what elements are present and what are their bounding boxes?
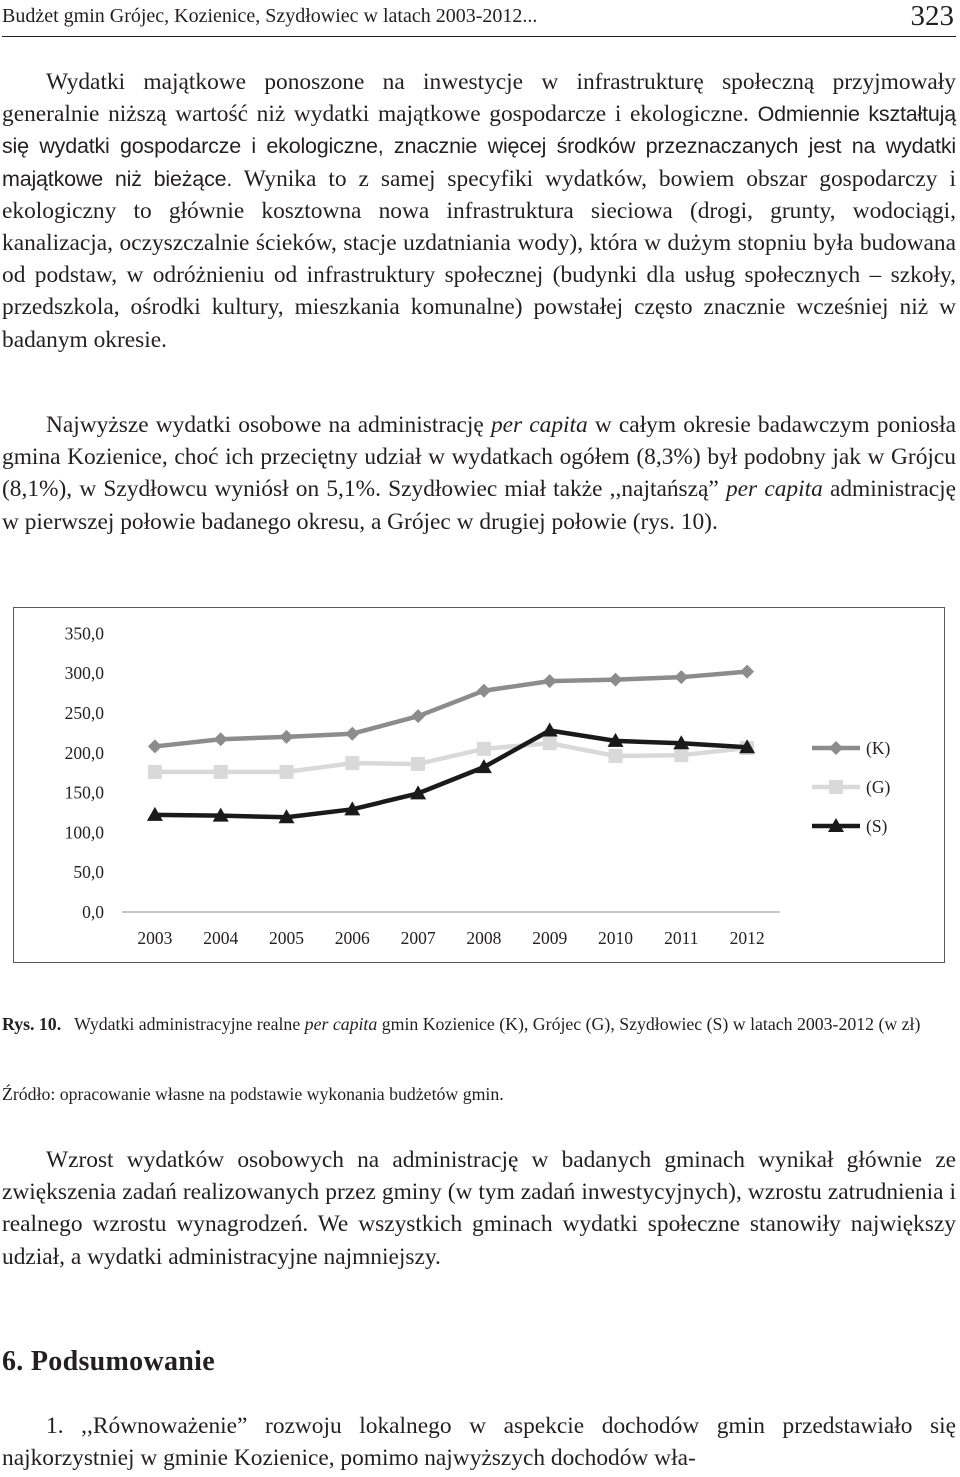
caption-text-b: gmin Kozienice (K), Grójec (G), Szydłowiec (S) w latach 2003-2012 (w zł) [381,1014,921,1034]
x-tick-label: 2012 [729,928,765,948]
legend-marker [829,780,843,794]
x-tick-label: 2004 [203,928,239,948]
data-point [477,684,491,698]
x-tick-label: 2011 [664,928,699,948]
data-point [148,739,162,753]
paragraph-2-a: Najwyższe wydatki osobowe na administrację [46,412,484,438]
legend-marker [829,741,843,755]
y-tick-label: 100,0 [64,822,104,843]
data-point [477,742,491,756]
figure-10-chart [13,607,945,963]
page-number: 323 [910,0,954,32]
y-tick-label: 350,0 [64,623,104,644]
x-tick-label: 2008 [466,928,502,948]
paragraph-4 [2,1410,956,1474]
line-chart [14,608,944,962]
paragraph-1-sans: Odmiennie kształtują się wydatki gospodarcze i ekologiczne, znacznie więcej środków przeznaczanych jest na wydatki majątkowe niż bieżące. [2,102,956,191]
data-point [280,765,294,779]
x-tick-label: 2010 [598,928,633,948]
y-tick-label: 250,0 [64,703,104,723]
data-point [345,727,359,741]
y-tick-label: 0,0 [82,902,104,922]
paragraph-1 [2,66,956,356]
y-tick-label: 150,0 [64,782,104,803]
data-point [740,665,754,679]
data-point [214,765,228,779]
y-tick-label: 300,0 [64,663,104,684]
data-point [345,756,359,770]
legend-label: (K) [866,738,891,758]
data-point [609,673,623,687]
section-heading: 6. Podsumowanie [2,1346,215,1377]
data-point [674,748,688,762]
y-tick-label: 50,0 [73,862,104,883]
legend-label: (S) [866,816,888,836]
legend-label: (G) [866,777,891,797]
data-point [280,730,294,744]
series-line [155,743,747,772]
series-line [155,672,747,747]
x-tick-label: 2006 [334,928,370,948]
x-tick-label: 2007 [400,928,436,948]
paragraph-2-c: administrację w pierwszej połowie badanego okresu, a Grójec w drugiej połowie (rys. 10). [2,476,956,535]
paragraph-1-serif: Wydatki majątkowe ponoszone na inwestycje w infrastrukturę społeczną przyjmowały generalnie niższą wartość niż wydatki majątkowe gospodarcze i ekologiczne. [2,69,956,128]
data-point [411,757,425,771]
paragraph-1-rest: Wynika to z samej specyfiki wydatków, bowiem obszar gospodarczy i ekologiczny to głównie kosztowna nowa infrastruktura sieciowa (drogi, grunty, wodociągi, kanalizacja, oczyszczalnie ścieków, stacje uzdatniania wody), która w dużym stopniu była budowana od podstaw, w odróżnieniu od infrastruktury społecznej (budynki dla usług społecznych – szkoły, przedszkola, ośrodki kultury, mieszkania komunalne) powstałej często znacznie wcześniej niż w badanym okresie. [2,165,956,353]
paragraph-3-text: Wzrost wydatków osobowych na administrację w badanych gminach wynikał głównie ze zwiększenia zadań realizowanych przez gminy (w tym zadań inwestycyjnych), wzrostu zatrudnienia i realnego wzrostu wynagrodzeń. We wszystkich gminach wydatki społeczne stanowiły największy udział, a wydatki administracyjne najmniejszy. [2,1147,956,1270]
data-point [214,732,228,746]
y-tick-label: 200,0 [64,742,104,763]
paragraph-2-b: w całym okresie badawczym poniosła gmina Kozienice, choć ich przeciętny udział w wydatkach ogółem (8,3%) był podobny jak w Grójcu (8,1%), w Szydłowcu wyniósł on 5,1%. Szydłowiec miał także ,,najtańszą” [2,412,957,503]
caption-text-a: Wydatki administracyjne realne [74,1014,301,1034]
data-point [411,709,425,723]
paragraph-2-em-1: per capita [490,412,588,438]
paragraph-4-text: 1. ,,Równoważenie” rozwoju lokalnego w aspekcie dochodów gmin przedstawiało się najkorzystniej w gminie Kozienice, pomimo najwyższych dochodów wła- [2,1413,956,1472]
x-tick-label: 2003 [137,928,173,948]
figure-caption [2,1012,956,1037]
figure-label: Rys. 10. [2,1014,62,1034]
data-point [543,736,557,750]
x-tick-label: 2005 [269,928,304,948]
caption-em: per capita [304,1014,378,1034]
x-tick-label: 2009 [532,928,568,948]
paragraph-2-em-2: per capita [725,476,823,503]
data-point [543,674,557,688]
data-point [674,670,688,684]
paragraph-2 [2,409,956,538]
data-point [148,765,162,779]
running-header [2,0,956,37]
figure-source: Źródło: opracowanie własne na podstawie wykonania budżetów gmin. [2,1084,504,1104]
paragraph-3 [2,1144,956,1273]
running-title: Budżet gmin Grójec, Kozienice, Szydłowiec w latach 2003-2012... [2,5,538,27]
data-point [609,749,623,763]
